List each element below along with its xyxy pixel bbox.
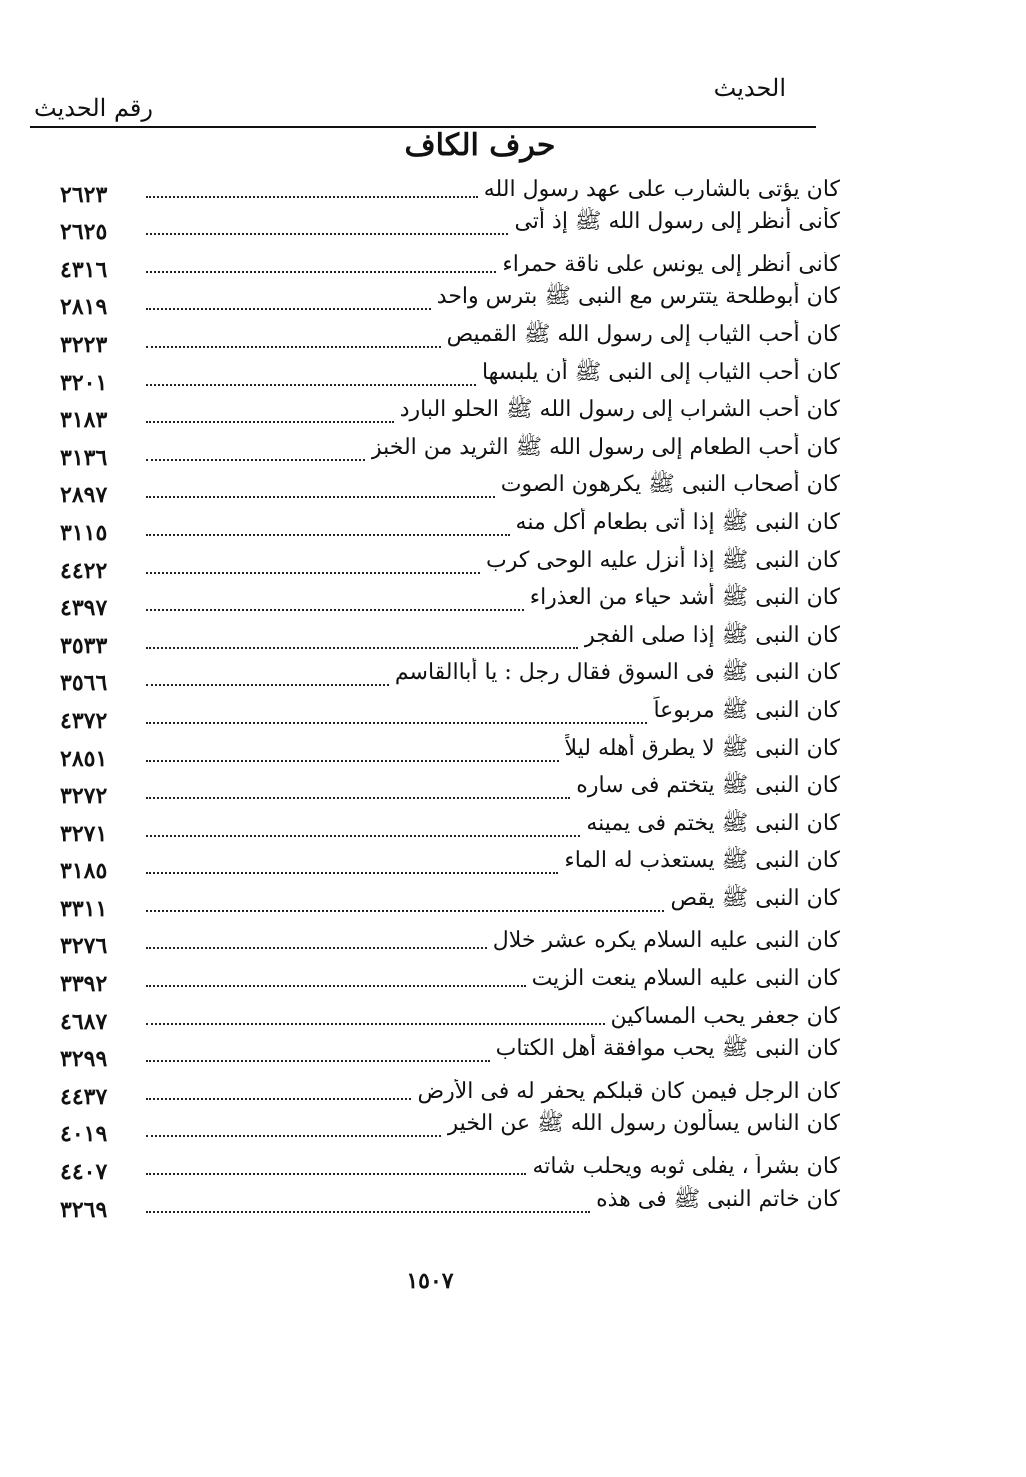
hadith-number: ٣١٣٦ xyxy=(60,444,108,471)
dot-leader xyxy=(146,910,664,912)
dot-leader xyxy=(146,835,580,837)
hadith-text: كان النبى ﷺ يختم فى يمينه xyxy=(586,810,840,836)
hadith-text: كان الرجل فيمن كان قبلكم يحفر له فى الأرض xyxy=(417,1078,840,1104)
hadith-number: ٢٦٢٥ xyxy=(60,219,108,246)
index-entry xyxy=(60,1112,840,1150)
index-entry xyxy=(60,736,840,774)
index-entry xyxy=(60,510,840,548)
dot-leader xyxy=(146,760,559,762)
hadith-number: ٣٣١١ xyxy=(60,895,108,922)
dot-leader xyxy=(146,534,510,536)
index-entry xyxy=(60,398,840,436)
dot-leader xyxy=(146,1023,605,1025)
hadith-number: ٤٠١٩ xyxy=(60,1121,108,1148)
dot-leader xyxy=(146,346,441,348)
hadith-text: كان النبى ﷺ مربوعاً xyxy=(653,697,840,723)
dot-leader xyxy=(146,1135,441,1137)
hadith-text: كان بشراً ، يفلى ثوبه ويحلب شاته xyxy=(532,1154,840,1180)
index-entry xyxy=(60,586,840,624)
hadith-number: ٤٣٧٢ xyxy=(60,707,108,734)
hadith-number: ٣٣٩٢ xyxy=(60,971,108,998)
hadith-text: كان الناس يسألون رسول الله ﷺ عن الخير xyxy=(447,1111,840,1137)
dot-leader xyxy=(146,572,480,574)
dot-leader xyxy=(146,196,478,198)
hadith-number: ٣٥٦٦ xyxy=(60,670,108,697)
dot-leader xyxy=(146,271,496,273)
page-number: ١٥٠٧ xyxy=(406,1268,454,1294)
index-entry xyxy=(60,1037,840,1075)
hadith-text: كان النبى ﷺ إذا أنزل عليه الوحى كرب xyxy=(486,547,840,573)
dot-leader xyxy=(146,233,508,235)
index-entry xyxy=(60,1187,840,1225)
hadith-text: كأنى أنظر إلى رسول الله ﷺ إذ أتى xyxy=(514,209,840,235)
dot-leader xyxy=(146,384,476,386)
hadith-number: ٣١٨٥ xyxy=(60,858,108,885)
hadith-text: كان خاتم النبى ﷺ فى هذه xyxy=(596,1186,840,1212)
dot-leader xyxy=(146,722,647,724)
dot-leader xyxy=(146,1211,590,1213)
hadith-text: كان أصحاب النبى ﷺ يكرهون الصوت xyxy=(500,472,840,498)
dot-leader xyxy=(146,684,389,686)
hadith-text: كان أحب الثياب إلى رسول الله ﷺ القميص xyxy=(446,321,840,347)
hadith-number: ٣٢٧٢ xyxy=(60,783,108,810)
dot-leader xyxy=(146,459,365,461)
index-entry xyxy=(60,774,840,812)
hadith-text: كان النبى ﷺ إذا صلى الفجر xyxy=(584,622,840,648)
hadith-number: ٣٢٦٩ xyxy=(60,1196,108,1223)
dot-leader xyxy=(146,308,431,310)
index-entry xyxy=(60,360,840,398)
index-entry xyxy=(60,322,840,360)
hadith-text: كان النبى ﷺ يقص xyxy=(670,885,840,911)
hadith-text: كان أحب الثياب إلى النبى ﷺ أن يلبسها xyxy=(481,359,840,385)
hadith-text: كأنى أنظر إلى يونس على ناقة حمراء xyxy=(502,251,840,277)
hadith-text: كان النبى عليه السلام ينعت الزيت xyxy=(531,966,840,992)
index-entry xyxy=(60,698,840,736)
hadith-number: ٣٥٣٣ xyxy=(60,632,108,659)
hadith-text: كان النبى عليه السلام يكره عشر خلال xyxy=(492,928,840,954)
index-entry xyxy=(60,924,840,962)
section-title: حرف الكاف xyxy=(404,128,556,163)
hadith-number: ٢٨٥١ xyxy=(60,745,108,772)
dot-leader xyxy=(146,797,570,799)
index-entry xyxy=(60,247,840,285)
hadith-text: كان أبوطلحة يتترس مع النبى ﷺ بترس واحد xyxy=(436,284,840,310)
dot-leader xyxy=(146,647,578,649)
hadith-text: كان النبى ﷺ يتختم فى ساره xyxy=(576,773,840,799)
dot-leader xyxy=(146,1098,411,1100)
hadith-number: ٣٢٧٦ xyxy=(60,933,108,960)
hadith-text: كان النبى ﷺ يستعذب له الماء xyxy=(564,848,840,874)
dot-leader xyxy=(146,872,558,874)
hadith-number: ٤٦٨٧ xyxy=(60,1008,108,1035)
hadith-number: ٤٣١٦ xyxy=(60,256,108,283)
index-entry xyxy=(60,961,840,999)
hadith-number: ٤٣٩٧ xyxy=(60,595,108,622)
hadith-number: ٣٢٠١ xyxy=(60,369,108,396)
hadith-number: ٣١١٥ xyxy=(60,519,108,546)
index-entry xyxy=(60,1074,840,1112)
hadith-index-list xyxy=(60,172,840,1225)
index-entry xyxy=(60,172,840,210)
hadith-number: ٤٤٣٧ xyxy=(60,1083,108,1110)
hadith-number: ٣٢٩٩ xyxy=(60,1046,108,1073)
hadith-number: ٤٤٢٢ xyxy=(60,557,108,584)
dot-leader xyxy=(146,1060,490,1062)
hadith-column-heading: الحديث xyxy=(713,74,786,102)
hadith-text: كان النبى ﷺ فى السوق فقال رجل : يا أباالقاسم xyxy=(394,660,840,686)
hadith-text: كان جعفر يحب المساكين xyxy=(610,1003,840,1029)
hadith-number: ٢٦٢٣ xyxy=(60,181,108,208)
dot-leader xyxy=(146,496,495,498)
dot-leader xyxy=(146,609,524,611)
index-entry xyxy=(60,849,840,887)
dot-leader xyxy=(146,1173,526,1175)
index-entry xyxy=(60,1149,840,1187)
dot-leader xyxy=(146,985,526,987)
hadith-number: ٢٨١٩ xyxy=(60,294,108,321)
number-column-heading: رقم الحديث xyxy=(34,94,153,122)
index-entry xyxy=(60,548,840,586)
hadith-text: كان يؤتى بالشارب على عهد رسول الله xyxy=(483,176,840,202)
page-header xyxy=(30,70,816,128)
index-entry xyxy=(60,210,840,248)
hadith-text: كان النبى ﷺ لا يطرق أهله ليلاً xyxy=(564,735,840,761)
index-entry xyxy=(60,811,840,849)
hadith-text: كان النبى ﷺ يحب موافقة أهل الكتاب xyxy=(495,1036,840,1062)
hadith-number: ٣٢٧١ xyxy=(60,820,108,847)
hadith-number: ٣٢٢٣ xyxy=(60,331,108,358)
hadith-text: كان النبى ﷺ أشد حياء من العذراء xyxy=(529,585,840,611)
dot-leader xyxy=(146,947,487,949)
hadith-number: ٣١٨٣ xyxy=(60,407,108,434)
index-entry xyxy=(60,473,840,511)
hadith-text: كان أحب الشراب إلى رسول الله ﷺ الحلو البارد xyxy=(399,397,840,423)
hadith-text: كان النبى ﷺ إذا أتى بطعام أكل منه xyxy=(515,509,840,535)
hadith-number: ٢٨٩٧ xyxy=(60,482,108,509)
index-entry xyxy=(60,435,840,473)
hadith-number: ٤٤٠٧ xyxy=(60,1159,108,1186)
hadith-text: كان أحب الطعام إلى رسول الله ﷺ الثريد من الخبز xyxy=(370,434,840,460)
dot-leader xyxy=(146,421,394,423)
index-entry xyxy=(60,999,840,1037)
index-entry xyxy=(60,886,840,924)
index-entry xyxy=(60,661,840,699)
index-entry xyxy=(60,623,840,661)
index-entry xyxy=(60,285,840,323)
